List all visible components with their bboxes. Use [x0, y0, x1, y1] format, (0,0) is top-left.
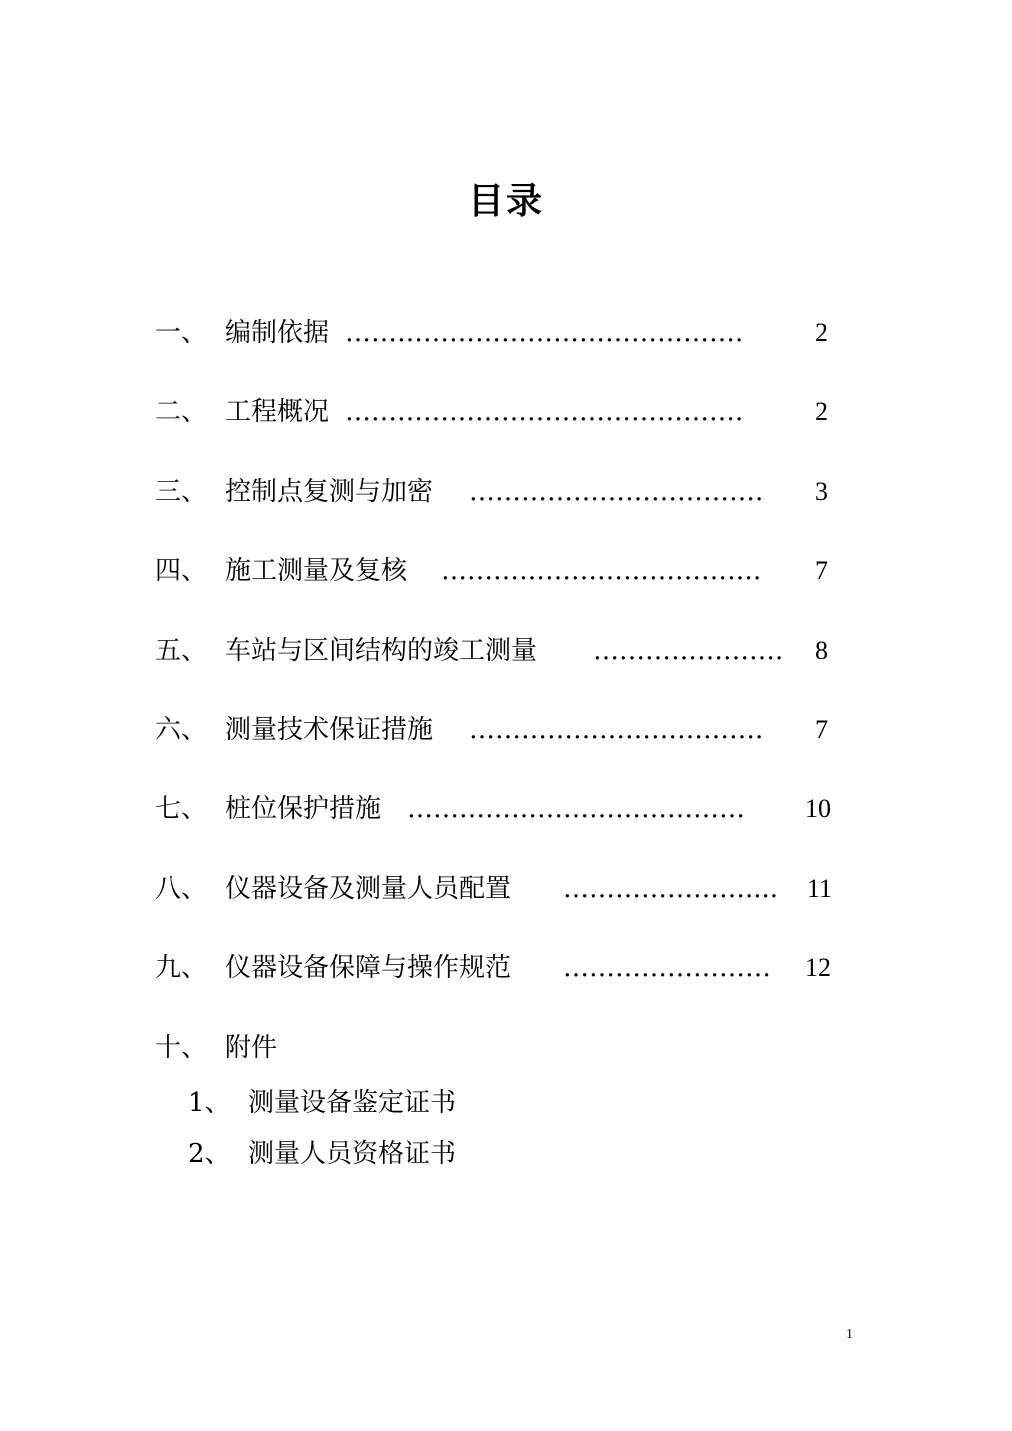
toc-entry — [155, 948, 840, 988]
toc-entry — [155, 551, 840, 591]
toc-entry-title: 施工测量及复核 — [225, 556, 408, 586]
toc-sub-entry-title: 测量人员资格证书 — [248, 1139, 457, 1169]
toc-entry — [155, 392, 840, 432]
toc-entry-leader: ……………………………. — [469, 715, 764, 745]
toc-entry-page: 2 — [815, 318, 828, 347]
toc-entry-page: 12 — [805, 953, 831, 982]
toc-entry-number: 七、 — [155, 794, 208, 824]
toc-entry-leader: ………………………………. — [441, 556, 762, 586]
toc-entry-number: 二、 — [155, 397, 208, 427]
toc-entry-number: 九、 — [155, 953, 208, 983]
toc-entry-page: 7 — [815, 556, 828, 585]
toc-entry-page: 7 — [815, 715, 828, 744]
toc-entry-leader: ………………………………………. — [345, 318, 744, 348]
toc-entry — [155, 1028, 555, 1068]
toc-entry-page: 11 — [807, 874, 833, 903]
toc-entry — [155, 631, 840, 671]
toc-sub-entry-number: 1、 — [188, 1088, 231, 1118]
toc-entry-title: 附件 — [225, 1033, 278, 1063]
toc-entry-number: 八、 — [155, 874, 208, 904]
toc-entry-title: 工程概况 — [225, 397, 330, 427]
toc-entry-number: 一、 — [155, 318, 208, 348]
toc-entry-title: 控制点复测与加密 — [225, 477, 434, 507]
toc-entry-leader: ……………………………. — [469, 477, 764, 507]
toc-entry-number: 五、 — [155, 636, 208, 666]
toc-sub-entry — [188, 1083, 548, 1123]
toc-entry-page: 10 — [805, 794, 831, 823]
toc-entry-page: 3 — [815, 477, 828, 506]
toc-entry-title: 桩位保护措施 — [225, 794, 382, 824]
toc-entry-number: 三、 — [155, 477, 208, 507]
toc-entry-page: 2 — [815, 397, 828, 426]
toc-entry-number: 六、 — [155, 715, 208, 745]
toc-entry-number: 十、 — [155, 1033, 208, 1063]
toc-sub-entry-number: 2、 — [188, 1139, 231, 1169]
toc-entry-title: 仪器设备保障与操作规范 — [225, 953, 512, 983]
toc-sub-entry-title: 测量设备鉴定证书 — [248, 1088, 457, 1118]
toc-entry — [155, 789, 840, 829]
toc-entry — [155, 472, 840, 512]
toc-entry-title: 编制依据 — [225, 318, 330, 348]
toc-sub-entry — [188, 1134, 548, 1174]
toc-entry-leader: ………………………………………. — [345, 397, 744, 427]
toc-entry-title: 车站与区间结构的竣工测量 — [225, 636, 538, 666]
toc-entry — [155, 869, 840, 909]
toc-entry-page: 8 — [815, 636, 828, 665]
toc-entry-number: 四、 — [155, 556, 208, 586]
toc-entry — [155, 313, 840, 353]
toc-entry-leader: …………………. — [593, 636, 784, 666]
toc-entry-leader: ………………….... — [563, 874, 779, 904]
toc-entry-leader: …………………… — [563, 953, 771, 983]
toc-entry — [155, 710, 840, 750]
page-number: 1 — [846, 1327, 853, 1342]
toc-entry-leader: ………………………………… — [407, 794, 745, 824]
page-title: 目录 — [467, 181, 544, 222]
toc-entry-title: 仪器设备及测量人员配置 — [225, 874, 512, 904]
toc-entry-title: 测量技术保证措施 — [225, 715, 434, 745]
